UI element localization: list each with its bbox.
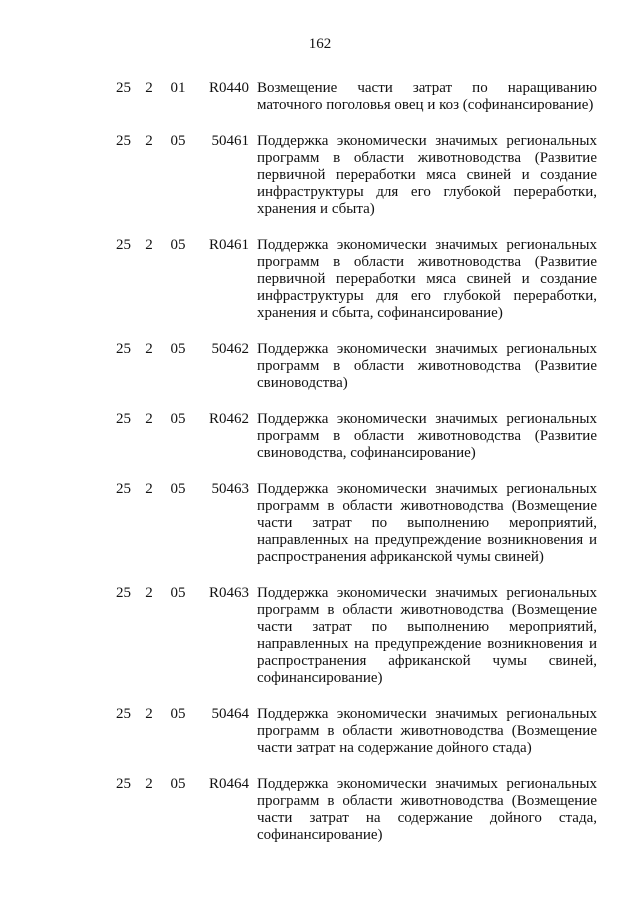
code-subprogram: 2 [145,706,153,722]
item-description: Поддержка экономически значимых региональных программ в области животноводства (Возмещение части затрат по выполнению мероприятий, направленных на предупреждение возникновения и распространения африканской чумы свиней) [257,481,597,565]
code-direction: 50462 [211,341,249,357]
list-item [0,411,640,462]
code-main-activity: 01 [170,80,186,96]
list-item [0,341,640,392]
code-main-activity: 05 [170,776,186,792]
list-item [0,80,640,114]
code-program: 25 [116,80,131,96]
code-program: 25 [116,411,131,427]
item-description: Поддержка экономически значимых региональных программ в области животноводства (Развитие первичной переработки мяса свиней и создание инфраструктуры для его глубокой переработки, хранения и сбыта, софинансирование) [257,237,597,321]
code-program: 25 [116,237,131,253]
code-subprogram: 2 [145,481,153,497]
code-program: 25 [116,341,131,357]
code-subprogram: 2 [145,80,153,96]
code-direction: R0462 [208,411,249,427]
item-description: Поддержка экономически значимых региональных программ в области животноводства (Развитие свиноводства) [257,341,597,391]
item-description: Поддержка экономически значимых региональных программ в области животноводства (Возмещение части затрат по выполнению мероприятий, направленных на предупреждение возникновения и распространения африканской чумы свиней, софинансирование) [257,585,597,686]
item-description: Поддержка экономически значимых региональных программ в области животноводства (Возмещение части затрат на содержание дойного стада, софинансирование) [257,776,597,843]
code-program: 25 [116,706,131,722]
code-direction: 50464 [211,706,249,722]
code-subprogram: 2 [145,341,153,357]
item-description: Поддержка экономически значимых региональных программ в области животноводства (Развитие первичной переработки мяса свиней и создание инфраструктуры для его глубокой переработки, хранения и сбыта) [257,133,597,217]
list-item [0,237,640,322]
code-direction: R0463 [208,585,249,601]
item-description: Возмещение части затрат по наращиванию маточного поголовья овец и коз (софинансирование) [257,80,597,113]
page-number: 162 [308,36,332,52]
code-subprogram: 2 [145,237,153,253]
code-program: 25 [116,776,131,792]
code-program: 25 [116,481,131,497]
code-direction: R0464 [208,776,249,792]
code-main-activity: 05 [170,706,186,722]
item-description: Поддержка экономически значимых региональных программ в области животноводства (Развитие свиноводства, софинансирование) [257,411,597,461]
list-item [0,481,640,566]
list-item [0,133,640,218]
code-subprogram: 2 [145,133,153,149]
code-direction: 50463 [211,481,249,497]
item-description: Поддержка экономически значимых региональных программ в области животноводства (Возмещение части затрат на содержание дойного стада) [257,706,597,756]
code-direction: R0440 [208,80,249,96]
code-program: 25 [116,585,131,601]
code-main-activity: 05 [170,341,186,357]
code-program: 25 [116,133,131,149]
code-main-activity: 05 [170,481,186,497]
code-subprogram: 2 [145,411,153,427]
code-main-activity: 05 [170,133,186,149]
code-direction: R0461 [208,237,249,253]
code-subprogram: 2 [145,776,153,792]
budget-classification-list [0,80,640,863]
code-main-activity: 05 [170,411,186,427]
code-main-activity: 05 [170,585,186,601]
code-main-activity: 05 [170,237,186,253]
code-subprogram: 2 [145,585,153,601]
list-item [0,706,640,757]
list-item [0,776,640,844]
list-item [0,585,640,687]
code-direction: 50461 [211,133,249,149]
